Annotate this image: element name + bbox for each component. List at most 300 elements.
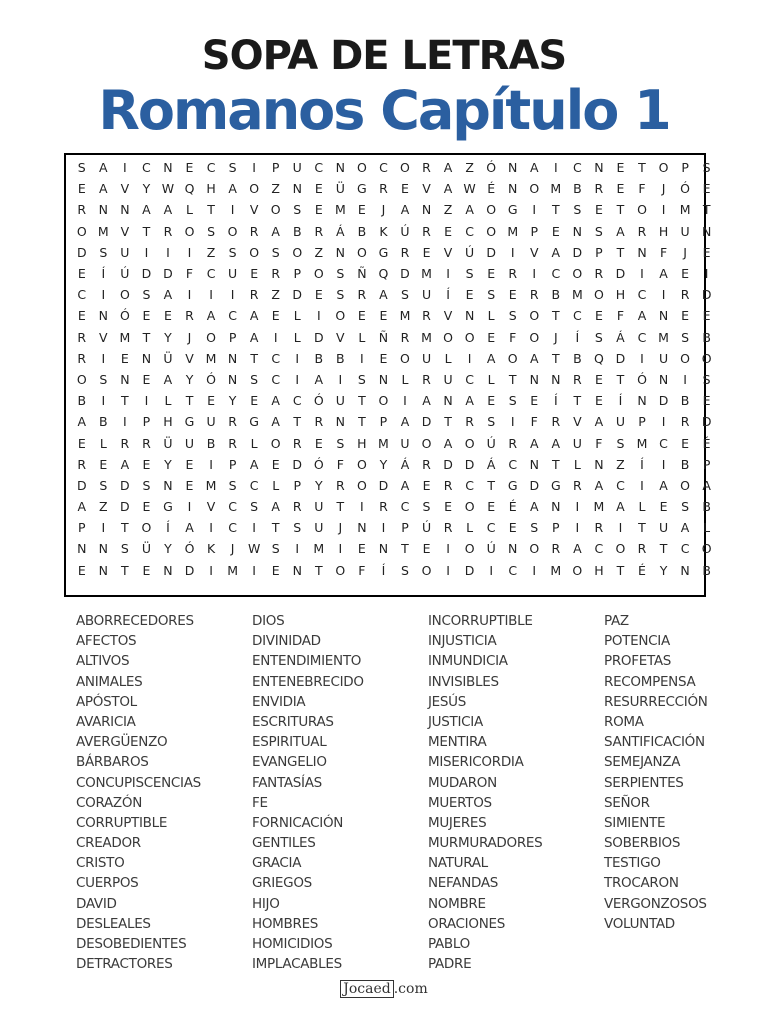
grid-letter[interactable]: P [142, 414, 151, 430]
grid-letter[interactable]: O [292, 244, 303, 260]
grid-letter[interactable]: L [250, 435, 258, 451]
grid-letter[interactable]: N [378, 541, 389, 557]
grid-letter[interactable]: L [703, 520, 711, 536]
grid-letter[interactable]: A [573, 541, 582, 557]
grid-letter[interactable]: D [120, 477, 130, 493]
grid-letter[interactable]: O [680, 350, 690, 366]
grid-letter[interactable]: I [403, 393, 407, 409]
grid-letter[interactable]: T [616, 371, 625, 387]
grid-letter[interactable]: O [378, 393, 389, 409]
grid-letter[interactable]: O [637, 202, 647, 218]
grid-letter[interactable]: D [184, 562, 195, 578]
grid-letter[interactable]: N [637, 393, 647, 409]
grid-letter[interactable]: A [551, 435, 561, 451]
grid-letter[interactable]: I [532, 202, 537, 218]
grid-letter[interactable]: B [680, 393, 690, 409]
grid-letter[interactable]: C [637, 329, 647, 345]
grid-letter[interactable]: A [400, 414, 410, 430]
grid-letter[interactable]: O [400, 160, 410, 176]
grid-letter[interactable]: E [77, 562, 86, 578]
grid-letter[interactable]: G [249, 414, 259, 430]
grid-letter[interactable]: T [185, 393, 194, 409]
grid-letter[interactable]: É [508, 499, 517, 515]
grid-letter[interactable]: I [489, 562, 493, 578]
grid-letter[interactable]: A [185, 520, 194, 536]
grid-letter[interactable]: Ü [163, 435, 173, 451]
grid-letter[interactable]: R [508, 266, 518, 282]
grid-letter[interactable]: T [250, 350, 258, 366]
grid-letter[interactable]: I [338, 541, 343, 557]
grid-letter[interactable]: C [228, 520, 237, 536]
grid-letter[interactable]: Y [142, 181, 151, 197]
grid-letter[interactable]: A [594, 477, 604, 493]
grid-letter[interactable]: N [658, 371, 669, 387]
grid-letter[interactable]: I [295, 371, 300, 387]
grid-letter[interactable]: L [487, 308, 495, 324]
grid-letter[interactable]: Ó [313, 456, 324, 472]
grid-letter[interactable]: Y [164, 541, 172, 557]
grid-letter[interactable]: Ñ [378, 329, 389, 345]
grid-letter[interactable]: C [77, 287, 87, 303]
grid-letter[interactable]: E [508, 520, 517, 536]
grid-letter[interactable]: B [357, 223, 367, 239]
grid-letter[interactable]: N [594, 160, 604, 176]
grid-letter[interactable]: R [142, 435, 151, 451]
grid-letter[interactable]: I [209, 287, 213, 303]
grid-letter[interactable]: S [142, 477, 151, 493]
grid-letter[interactable]: D [658, 393, 669, 409]
grid-letter[interactable]: P [228, 329, 237, 345]
grid-letter[interactable]: M [658, 329, 669, 345]
grid-letter[interactable]: A [249, 308, 259, 324]
grid-letter[interactable]: N [120, 371, 130, 387]
grid-letter[interactable]: E [164, 308, 172, 324]
grid-letter[interactable]: U [120, 244, 130, 260]
grid-letter[interactable]: D [486, 244, 496, 260]
grid-letter[interactable]: Y [164, 456, 172, 472]
grid-letter[interactable]: J [381, 202, 386, 218]
grid-letter[interactable]: T [401, 541, 409, 557]
grid-letter[interactable]: F [595, 435, 603, 451]
grid-letter[interactable]: N [141, 350, 152, 366]
grid-letter[interactable]: O [529, 308, 540, 324]
grid-letter[interactable]: W [247, 541, 261, 557]
grid-letter[interactable]: A [77, 414, 87, 430]
grid-letter[interactable]: S [207, 223, 216, 239]
grid-letter[interactable]: J [338, 520, 343, 536]
grid-letter[interactable]: I [381, 520, 386, 536]
grid-letter[interactable]: C [594, 541, 604, 557]
grid-letter[interactable]: U [443, 371, 453, 387]
grid-letter[interactable]: M [334, 202, 346, 218]
grid-letter[interactable]: E [422, 244, 431, 260]
grid-letter[interactable]: R [443, 477, 453, 493]
grid-letter[interactable]: O [464, 541, 475, 557]
grid-letter[interactable]: O [529, 181, 540, 197]
grid-letter[interactable]: E [702, 181, 711, 197]
grid-letter[interactable]: A [529, 499, 539, 515]
grid-letter[interactable]: I [640, 350, 644, 366]
grid-letter[interactable]: I [252, 160, 256, 176]
grid-letter[interactable]: C [572, 160, 582, 176]
grid-letter[interactable]: A [616, 223, 625, 239]
grid-letter[interactable]: O [270, 202, 281, 218]
grid-letter[interactable]: T [573, 393, 582, 409]
grid-letter[interactable]: S [681, 499, 690, 515]
grid-letter[interactable]: O [658, 160, 669, 176]
grid-letter[interactable]: Z [206, 244, 216, 260]
grid-letter[interactable]: E [616, 160, 625, 176]
grid-letter[interactable]: Y [185, 371, 194, 387]
grid-letter[interactable]: E [551, 223, 560, 239]
grid-letter[interactable]: Y [314, 477, 323, 493]
grid-letter[interactable]: I [230, 202, 235, 218]
grid-letter[interactable]: O [141, 520, 152, 536]
grid-letter[interactable]: M [421, 266, 432, 282]
grid-letter[interactable]: E [314, 435, 323, 451]
grid-letter[interactable]: S [594, 329, 603, 345]
grid-letter[interactable]: O [443, 329, 453, 345]
grid-letter[interactable]: T [702, 202, 711, 218]
grid-letter[interactable]: P [638, 414, 646, 430]
grid-letter[interactable]: N [464, 308, 475, 324]
grid-letter[interactable]: N [77, 541, 87, 557]
grid-letter[interactable]: I [532, 562, 537, 578]
grid-letter[interactable]: O [356, 456, 367, 472]
grid-letter[interactable]: Í [640, 456, 644, 472]
grid-letter[interactable]: V [120, 181, 130, 197]
grid-letter[interactable]: I [575, 499, 580, 515]
grid-letter[interactable]: V [336, 329, 345, 345]
grid-letter[interactable]: N [163, 160, 173, 176]
grid-letter[interactable]: C [400, 499, 410, 515]
grid-letter[interactable]: E [594, 371, 603, 387]
grid-letter[interactable]: I [661, 456, 666, 472]
grid-letter[interactable]: M [507, 223, 519, 239]
grid-letter[interactable]: Ü [335, 181, 345, 197]
grid-letter[interactable]: I [209, 520, 213, 536]
grid-letter[interactable]: D [421, 414, 432, 430]
grid-letter[interactable]: U [658, 520, 669, 536]
grid-letter[interactable]: I [446, 541, 450, 557]
grid-letter[interactable]: I [144, 393, 149, 409]
grid-letter[interactable]: I [101, 393, 106, 409]
grid-letter[interactable]: I [553, 160, 558, 176]
grid-letter[interactable]: A [271, 393, 280, 409]
grid-letter[interactable]: E [702, 308, 711, 324]
grid-letter[interactable]: N [421, 202, 432, 218]
grid-letter[interactable]: A [616, 499, 625, 515]
grid-letter[interactable]: E [422, 477, 431, 493]
grid-letter[interactable]: S [487, 287, 496, 303]
grid-letter[interactable]: U [658, 350, 669, 366]
grid-letter[interactable]: L [487, 371, 495, 387]
grid-letter[interactable]: I [144, 244, 149, 260]
grid-letter[interactable]: D [313, 329, 324, 345]
grid-letter[interactable]: L [293, 308, 301, 324]
grid-letter[interactable]: Ó [680, 181, 690, 197]
grid-letter[interactable]: T [121, 520, 129, 536]
grid-letter[interactable]: V [99, 329, 108, 345]
grid-letter[interactable]: Ó [206, 371, 216, 387]
grid-letter[interactable]: E [379, 308, 388, 324]
grid-letter[interactable]: S [616, 435, 625, 451]
grid-letter[interactable]: R [400, 244, 410, 260]
grid-letter[interactable]: Ú [486, 541, 496, 557]
grid-letter[interactable]: I [446, 266, 450, 282]
grid-letter[interactable]: S [271, 541, 280, 557]
grid-letter[interactable]: I [166, 244, 170, 260]
grid-letter[interactable]: D [443, 456, 453, 472]
grid-letter[interactable]: R [465, 414, 474, 430]
grid-letter[interactable]: N [335, 244, 346, 260]
grid-letter[interactable]: V [529, 244, 539, 260]
grid-letter[interactable]: A [443, 435, 453, 451]
grid-letter[interactable]: E [185, 456, 194, 472]
grid-letter[interactable]: L [358, 329, 366, 345]
grid-letter[interactable]: N [335, 160, 346, 176]
grid-letter[interactable]: D [464, 562, 475, 578]
grid-letter[interactable]: I [618, 520, 623, 536]
grid-letter[interactable]: I [187, 287, 192, 303]
grid-letter[interactable]: R [120, 435, 130, 451]
grid-letter[interactable]: L [401, 371, 409, 387]
grid-letter[interactable]: A [228, 181, 237, 197]
grid-letter[interactable]: R [249, 223, 259, 239]
grid-letter[interactable]: T [121, 562, 129, 578]
grid-letter[interactable]: J [661, 181, 666, 197]
grid-letter[interactable]: E [314, 287, 323, 303]
grid-letter[interactable]: H [206, 181, 216, 197]
grid-letter[interactable]: P [530, 223, 539, 239]
grid-letter[interactable]: I [510, 244, 515, 260]
grid-letter[interactable]: T [508, 371, 517, 387]
grid-letter[interactable]: N [701, 223, 712, 239]
grid-letter[interactable]: M [636, 435, 648, 451]
grid-letter[interactable]: O [227, 223, 238, 239]
grid-letter[interactable]: L [444, 350, 452, 366]
grid-letter[interactable]: O [701, 541, 712, 557]
grid-letter[interactable]: D [292, 456, 303, 472]
grid-letter[interactable]: T [293, 414, 302, 430]
grid-letter[interactable]: N [551, 371, 561, 387]
grid-letter[interactable]: R [314, 223, 324, 239]
grid-letter[interactable]: I [123, 414, 127, 430]
grid-letter[interactable]: Q [378, 266, 389, 282]
grid-letter[interactable]: E [314, 181, 323, 197]
grid-letter[interactable]: A [163, 202, 173, 218]
grid-letter[interactable]: O [400, 350, 410, 366]
grid-letter[interactable]: B [702, 499, 711, 515]
grid-letter[interactable]: E [465, 287, 474, 303]
grid-letter[interactable]: O [701, 350, 712, 366]
grid-letter[interactable]: U [572, 435, 582, 451]
grid-letter[interactable]: B [99, 414, 108, 430]
grid-letter[interactable]: C [465, 223, 474, 239]
grid-letter[interactable]: E [594, 202, 603, 218]
grid-letter[interactable]: V [185, 350, 194, 366]
grid-letter[interactable]: R [77, 350, 87, 366]
grid-letter[interactable]: S [422, 499, 431, 515]
grid-letter[interactable]: E [616, 181, 625, 197]
grid-letter[interactable]: E [659, 499, 668, 515]
grid-letter[interactable]: E [681, 308, 690, 324]
grid-letter[interactable]: B [702, 329, 711, 345]
grid-letter[interactable]: Ú [486, 435, 496, 451]
grid-letter[interactable]: A [443, 181, 453, 197]
grid-letter[interactable]: O [356, 477, 367, 493]
grid-letter[interactable]: Z [314, 244, 324, 260]
grid-letter[interactable]: V [206, 499, 216, 515]
grid-letter[interactable]: O [313, 266, 324, 282]
grid-letter[interactable]: M [571, 287, 583, 303]
grid-letter[interactable]: Ú [465, 244, 475, 260]
grid-letter[interactable]: E [594, 393, 603, 409]
grid-letter[interactable]: B [206, 435, 216, 451]
grid-letter[interactable]: S [508, 393, 517, 409]
grid-letter[interactable]: Á [400, 456, 410, 472]
grid-letter[interactable]: R [508, 435, 518, 451]
grid-letter[interactable]: R [551, 414, 561, 430]
grid-letter[interactable]: S [293, 520, 302, 536]
grid-letter[interactable]: N [508, 160, 518, 176]
grid-letter[interactable]: N [98, 308, 108, 324]
grid-letter[interactable]: J [683, 244, 687, 260]
grid-letter[interactable]: M [119, 329, 131, 345]
grid-letter[interactable]: N [529, 371, 539, 387]
grid-letter[interactable]: O [593, 287, 604, 303]
grid-letter[interactable]: I [295, 541, 300, 557]
grid-letter[interactable]: Á [336, 223, 345, 239]
grid-letter[interactable]: C [142, 160, 151, 176]
grid-letter[interactable]: U [335, 393, 345, 409]
grid-letter[interactable]: N [658, 308, 669, 324]
grid-letter[interactable]: A [594, 414, 604, 430]
grid-letter[interactable]: P [379, 414, 388, 430]
grid-letter[interactable]: M [550, 562, 562, 578]
grid-letter[interactable]: C [572, 308, 582, 324]
grid-letter[interactable]: T [616, 202, 625, 218]
grid-letter[interactable]: F [185, 266, 194, 282]
grid-letter[interactable]: C [249, 477, 259, 493]
grid-letter[interactable]: Ü [163, 350, 173, 366]
grid-letter[interactable]: O [184, 223, 195, 239]
grid-letter[interactable]: O [249, 181, 260, 197]
grid-letter[interactable]: A [702, 477, 711, 493]
grid-letter[interactable]: M [227, 562, 238, 578]
grid-letter[interactable]: É [487, 181, 496, 197]
grid-letter[interactable]: R [228, 414, 237, 430]
grid-letter[interactable]: Í [446, 287, 450, 303]
grid-letter[interactable]: U [421, 350, 432, 366]
grid-letter[interactable]: V [443, 308, 453, 324]
grid-letter[interactable]: T [551, 308, 560, 324]
grid-letter[interactable]: P [271, 160, 280, 176]
grid-letter[interactable]: B [573, 181, 582, 197]
grid-letter[interactable]: R [185, 308, 194, 324]
grid-letter[interactable]: E [508, 287, 517, 303]
grid-letter[interactable]: C [379, 160, 388, 176]
grid-letter[interactable]: M [679, 202, 691, 218]
grid-letter[interactable]: G [378, 244, 389, 260]
grid-letter[interactable]: F [530, 414, 538, 430]
grid-letter[interactable]: R [680, 414, 690, 430]
grid-letter[interactable]: E [681, 266, 690, 282]
grid-letter[interactable]: R [573, 477, 582, 493]
grid-letter[interactable]: A [163, 371, 173, 387]
grid-letter[interactable]: O [464, 435, 475, 451]
grid-letter[interactable]: N [98, 562, 108, 578]
grid-letter[interactable]: A [659, 477, 668, 493]
grid-letter[interactable]: E [271, 562, 280, 578]
grid-letter[interactable]: I [510, 414, 515, 430]
grid-letter[interactable]: A [249, 329, 259, 345]
grid-letter[interactable]: F [659, 244, 668, 260]
grid-letter[interactable]: D [292, 287, 303, 303]
grid-letter[interactable]: L [466, 520, 474, 536]
grid-letter[interactable]: I [575, 520, 580, 536]
brand-logo[interactable] [340, 981, 427, 997]
grid-letter[interactable]: S [487, 414, 496, 430]
grid-letter[interactable]: E [120, 350, 129, 366]
grid-letter[interactable]: R [680, 287, 690, 303]
grid-letter[interactable]: M [205, 350, 217, 366]
grid-letter[interactable]: S [336, 266, 345, 282]
grid-letter[interactable]: W [463, 181, 476, 197]
grid-letter[interactable]: T [638, 160, 646, 176]
grid-letter[interactable]: I [661, 202, 666, 218]
grid-letter[interactable]: Y [379, 456, 388, 472]
grid-letter[interactable]: O [486, 223, 497, 239]
grid-letter[interactable]: D [615, 350, 626, 366]
grid-letter[interactable]: F [638, 181, 646, 197]
grid-letter[interactable]: Í [575, 329, 580, 345]
grid-letter[interactable]: Ó [313, 393, 324, 409]
grid-letter[interactable]: T [551, 350, 560, 366]
grid-letter[interactable]: G [357, 181, 367, 197]
grid-letter[interactable]: R [594, 181, 604, 197]
grid-letter[interactable]: N [292, 181, 302, 197]
grid-letter[interactable]: T [616, 244, 625, 260]
grid-letter[interactable]: R [637, 541, 647, 557]
grid-letter[interactable]: U [314, 520, 324, 536]
grid-letter[interactable]: Z [99, 499, 108, 515]
grid-letter[interactable]: O [356, 160, 367, 176]
grid-letter[interactable]: R [422, 223, 431, 239]
grid-letter[interactable]: F [616, 308, 625, 324]
grid-letter[interactable]: J [553, 329, 558, 345]
grid-letter[interactable]: P [293, 477, 302, 493]
grid-letter[interactable]: L [573, 456, 581, 472]
grid-letter[interactable]: O [486, 202, 497, 218]
grid-letter[interactable]: I [209, 456, 213, 472]
grid-letter[interactable]: S [465, 266, 474, 282]
grid-letter[interactable]: I [101, 520, 106, 536]
grid-letter[interactable]: U [314, 499, 324, 515]
grid-letter[interactable]: U [292, 160, 302, 176]
grid-letter[interactable]: É [702, 435, 711, 451]
grid-letter[interactable]: U [206, 414, 216, 430]
grid-letter[interactable]: T [638, 520, 646, 536]
grid-letter[interactable]: U [680, 223, 690, 239]
grid-letter[interactable]: B [680, 456, 690, 472]
grid-letter[interactable]: V [120, 223, 130, 239]
grid-letter[interactable]: E [487, 393, 496, 409]
grid-letter[interactable]: T [659, 541, 668, 557]
grid-letter[interactable]: Í [553, 393, 558, 409]
grid-letter[interactable]: Y [228, 393, 237, 409]
grid-letter[interactable]: T [551, 202, 560, 218]
